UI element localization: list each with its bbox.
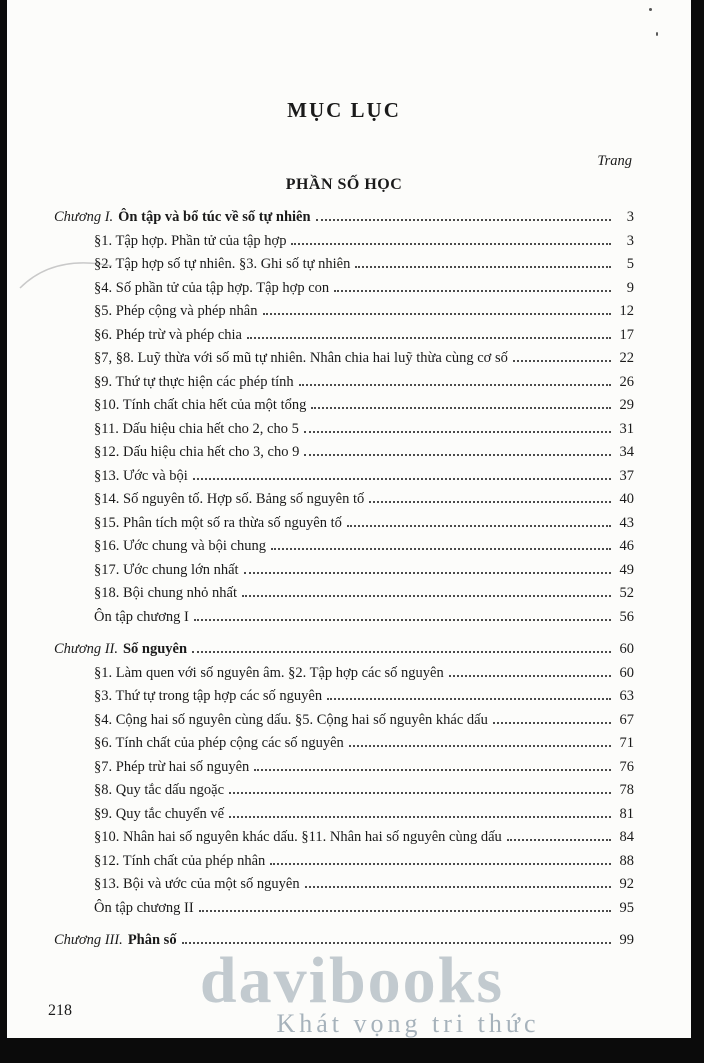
dot-leader [355, 266, 611, 268]
toc-item-row [54, 826, 634, 850]
toc-item-row [54, 685, 634, 709]
toc-chapter-label: Chương I. [54, 209, 114, 225]
toc-item-row [54, 441, 634, 465]
dot-leader [305, 886, 611, 888]
toc-page-number: 3 [626, 209, 634, 225]
toc-item-row [54, 606, 634, 630]
dot-leader [229, 816, 611, 818]
toc-page-number: 76 [619, 758, 634, 775]
toc-item-text: §6. Phép trừ và phép chia [94, 326, 242, 343]
toc-item-row [54, 779, 634, 803]
toc-item-row [54, 850, 634, 874]
toc-page-number: 60 [619, 641, 634, 657]
toc-chapter-title: Ôn tập và bổ túc về số tự nhiên [118, 209, 311, 225]
toc-item-text: §4. Số phần tử của tập hợp. Tập hợp con [94, 279, 330, 296]
toc-item-row [54, 756, 634, 780]
scan-artifact [656, 32, 658, 36]
scan-edge-left [0, 0, 7, 1063]
toc-item-text: §12. Tính chất của phép nhân [94, 852, 266, 869]
toc-chapter-title: Số nguyên [122, 641, 188, 657]
toc-item-text: §15. Phân tích một số ra thừa số nguyên tố [94, 514, 342, 531]
toc-item-text: §5. Phép cộng và phép nhân [94, 303, 258, 319]
toc-item-row [54, 873, 634, 897]
toc-page-number: 84 [619, 829, 634, 845]
toc-item-row [54, 897, 634, 921]
dot-leader [229, 792, 611, 794]
toc-item-text: §9. Thứ tự thực hiện các phép tính [94, 373, 294, 390]
dot-leader [192, 651, 611, 653]
toc-item-text: §3. Thứ tự trong tập hợp các số nguyên [94, 688, 323, 704]
page-column-header: Trang [597, 153, 632, 169]
dot-leader [263, 313, 612, 315]
page-title: MỤC LỤC [287, 98, 401, 122]
toc-item-row [54, 324, 634, 348]
dot-leader [449, 675, 611, 677]
toc-item-row [54, 418, 634, 442]
dot-leader [349, 745, 611, 747]
toc-page-number: 9 [626, 279, 634, 296]
toc-item-row [54, 512, 634, 536]
toc-page-number: 43 [619, 514, 634, 531]
toc-page-number: 81 [619, 805, 634, 822]
toc-page-number: 78 [619, 782, 634, 798]
dot-leader [493, 722, 611, 724]
toc-item-text: §6. Tính chất của phép cộng các số nguyên [94, 735, 344, 751]
toc-chapter-row [54, 206, 634, 230]
watermark-slogan: Khát vọng tri thức [276, 1009, 540, 1038]
toc-chapter-row [54, 929, 634, 953]
dot-leader [507, 839, 611, 841]
toc-page-number: 22 [619, 350, 634, 366]
toc-item-text: §18. Bội chung nhỏ nhất [94, 585, 237, 601]
toc-page-number: 37 [619, 467, 634, 484]
toc-item-text: §14. Số nguyên tố. Hợp số. Bảng số nguyên tố [94, 491, 365, 507]
toc-page-number: 60 [619, 664, 634, 681]
toc-item-row [54, 662, 634, 686]
dot-leader [199, 910, 611, 912]
toc-item-row [54, 300, 634, 324]
scan-artifact [649, 8, 652, 11]
toc-page-number: 88 [619, 852, 634, 869]
toc-item-row [54, 394, 634, 418]
toc-item-text: §13. Ước và bội [94, 467, 188, 484]
toc-page-number: 3 [626, 232, 634, 249]
toc-item-row [54, 277, 634, 301]
toc-page-number: 29 [619, 397, 634, 413]
toc-item-text: §1. Làm quen với số nguyên âm. §2. Tập hợp các số nguyên [94, 664, 444, 681]
toc-item-text: §10. Nhân hai số nguyên khác dấu. §11. Nhân hai số nguyên cùng dấu [94, 829, 502, 845]
dot-leader [291, 243, 611, 245]
toc-item-row [54, 582, 634, 606]
toc-page-number: 34 [619, 444, 634, 460]
toc-page-number: 12 [619, 303, 634, 319]
dot-leader [182, 942, 611, 944]
dot-leader [311, 407, 611, 409]
toc-chapter-label: Chương III. [54, 932, 123, 948]
toc-item-text: §8. Quy tắc dấu ngoặc [94, 782, 225, 798]
toc-item-row [54, 347, 634, 371]
toc-item-text: §7, §8. Luỹ thừa với số mũ tự nhiên. Nhân chia hai luỹ thừa cùng cơ số [94, 350, 508, 366]
toc-item-row [54, 535, 634, 559]
toc-page-number: 26 [619, 373, 634, 390]
dot-leader [247, 337, 611, 339]
toc-item-row [54, 230, 634, 254]
dot-leader [513, 360, 611, 362]
dot-leader [271, 548, 611, 550]
dot-leader [244, 572, 611, 574]
dot-leader [299, 384, 611, 386]
toc-page-number: 5 [626, 256, 634, 272]
toc-item-row [54, 465, 634, 489]
dot-leader [304, 454, 611, 456]
toc-page-number: 40 [619, 491, 634, 507]
toc-item-text: §7. Phép trừ hai số nguyên [94, 758, 250, 775]
dot-leader [193, 478, 611, 480]
page-number: 218 [48, 1002, 72, 1019]
dot-leader [242, 595, 611, 597]
watermark-brand: davibooks [199, 944, 505, 1018]
toc-item-row [54, 253, 634, 277]
dot-leader [327, 698, 611, 700]
dot-leader [334, 290, 611, 292]
toc-item-row [54, 709, 634, 733]
toc-item-text: Ôn tập chương I [94, 608, 189, 625]
toc-page-number: 71 [619, 735, 634, 751]
dot-leader [194, 619, 611, 621]
toc-page-number: 99 [619, 932, 634, 948]
toc-page-number: 67 [619, 711, 634, 728]
toc-item-text: §2. Tập hợp số tự nhiên. §3. Ghi số tự nhiên [94, 256, 351, 272]
toc-item-text: §12. Dấu hiệu chia hết cho 3, cho 9 [94, 444, 300, 460]
scan-edge-bottom [0, 1038, 704, 1063]
toc-page-number: 63 [619, 688, 634, 704]
toc-page-number: 92 [619, 876, 634, 892]
toc-item-row [54, 488, 634, 512]
toc-item-text: §16. Ước chung và bội chung [94, 538, 266, 554]
dot-leader [304, 431, 611, 433]
toc-item-row [54, 559, 634, 583]
dot-leader [316, 219, 611, 221]
toc-item-text: §10. Tính chất chia hết của một tổng [94, 397, 307, 413]
toc-item-text: §1. Tập hợp. Phần tử của tập hợp [94, 232, 287, 249]
table-of-contents [54, 206, 634, 953]
toc-item-row [54, 803, 634, 827]
toc-page-number: 46 [619, 538, 634, 554]
dot-leader [254, 769, 611, 771]
dot-leader [369, 501, 611, 503]
toc-item-text: §9. Quy tắc chuyển vế [94, 805, 225, 822]
toc-item-text: §11. Dấu hiệu chia hết cho 2, cho 5 [94, 420, 299, 437]
toc-page-number: 31 [619, 420, 634, 437]
toc-page-number: 49 [619, 561, 634, 578]
toc-item-row [54, 732, 634, 756]
toc-page-number: 95 [619, 899, 634, 916]
toc-chapter-row [54, 638, 634, 662]
toc-item-text: Ôn tập chương II [94, 899, 194, 916]
toc-chapter-title: Phân số [127, 932, 177, 948]
toc-item-row [54, 371, 634, 395]
dot-leader [270, 863, 611, 865]
toc-item-text: §4. Cộng hai số nguyên cùng dấu. §5. Cộng hai số nguyên khác dấu [94, 711, 488, 728]
toc-chapter-label: Chương II. [54, 641, 118, 657]
toc-item-text: §17. Ước chung lớn nhất [94, 561, 239, 578]
toc-page-number: 52 [619, 585, 634, 601]
toc-page-number: 17 [619, 326, 634, 343]
scan-edge-right [691, 0, 704, 1063]
toc-page-number: 56 [619, 608, 634, 625]
part-title: PHẦN SỐ HỌC [285, 176, 403, 193]
toc-item-text: §13. Bội và ước của một số nguyên [94, 876, 300, 892]
dot-leader [347, 525, 611, 527]
